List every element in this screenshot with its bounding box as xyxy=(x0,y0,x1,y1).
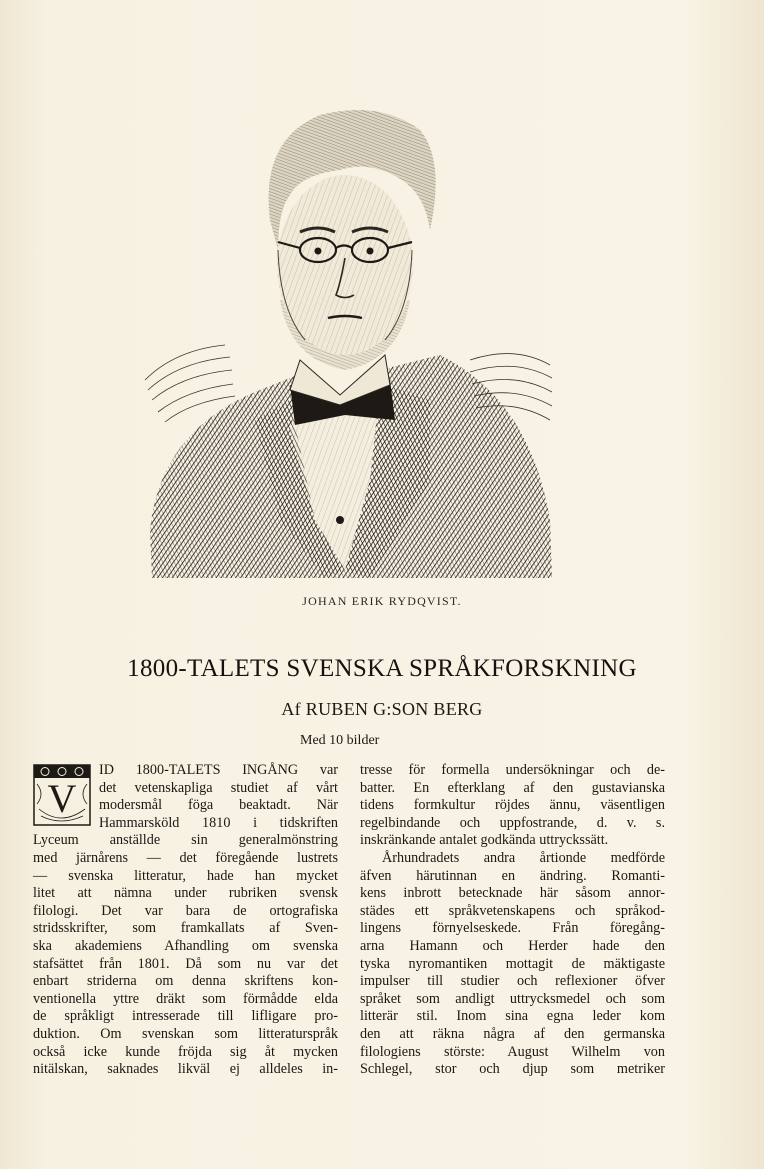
left-column xyxy=(33,762,338,1079)
text-line: inskränkande antalet godkända uttryckssätt. xyxy=(360,832,609,849)
text-line: Hammarsköld 1810 i tidskriften xyxy=(99,814,338,831)
text-line: kens inbrott betecknade här såsom annor- xyxy=(360,885,665,902)
text-line: den att räkna några af den germanska xyxy=(360,1025,665,1042)
portrait-engraving xyxy=(140,100,560,585)
text-line: filologi. Det var bara de ortografiska xyxy=(33,902,338,919)
text-line: lingens förnyelseskede. Från föregång- xyxy=(360,920,665,937)
article-title: 1800-TALETS SVENSKA SPRÅKFORSKNING xyxy=(127,655,637,682)
dropcap-letter: V xyxy=(47,776,77,821)
text-line: äfven härutinnan en ändring. Romanti- xyxy=(360,867,665,884)
text-line: filologiens störste: August Wilhelm von xyxy=(360,1043,665,1060)
text-line: litet att nämna under rubriken svensk xyxy=(33,885,338,902)
text-line: tyska nyromantiken mottagit de mäktigaste xyxy=(360,955,665,972)
author-name: RUBEN G:SON BERG xyxy=(305,699,483,719)
text-line: — svenska litteratur, hade han mycket xyxy=(33,867,338,884)
text-line: modersmål föga beaktadt. När xyxy=(99,797,338,814)
text-line: det vetenskapliga studiet af vårt xyxy=(99,779,338,796)
text-line: duktion. Om svenskan som litteraturspråk xyxy=(33,1025,338,1042)
text-line: ventionella yttre dräkt som förmådde elda xyxy=(33,990,338,1007)
text-line: språket som andligt uttrycksmedel och som xyxy=(360,990,665,1007)
text-line: tidens formkultur röjdes ännu, väsentligen xyxy=(360,797,665,814)
text-line: Schlegel, stor och djup som metriker xyxy=(360,1061,665,1078)
text-line: ID 1800-TALETS INGÅNG var xyxy=(99,762,338,778)
text-line: Århundradets andra årtionde medförde xyxy=(382,849,665,866)
text-line: med järnårens — det föregående lustrets xyxy=(33,849,338,866)
text-line: stafsättet från 1801. Då som nu var det xyxy=(33,955,338,972)
text-line: enbart striderna om denna skriftens kon- xyxy=(33,973,338,990)
text-line: impulser till studier och reflexioner öfver xyxy=(360,973,665,990)
text-line: Lyceum anställde sin generalmönstring xyxy=(33,832,338,849)
author-prefix: Af xyxy=(281,699,301,719)
text-line: tresse för formella undersökningar och de- xyxy=(360,762,665,778)
right-column xyxy=(360,762,665,1079)
text-line: städes ett språkvetenskapens och språkod- xyxy=(360,902,665,919)
text-line: de språkligt intresserade till lifligare pro- xyxy=(33,1008,338,1025)
text-line: stridsskrifter, som framkallats af Sven- xyxy=(33,920,338,937)
text-line: arna Hamann och Herder hade den xyxy=(360,937,665,954)
text-line: ska akademiens Afhandling om svenska xyxy=(33,937,338,954)
text-line: nitälskan, saknades likväl ej alldeles in- xyxy=(33,1061,338,1078)
text-line: också icke kunde fröjda sig åt mycken xyxy=(33,1043,338,1060)
portrait-caption: JOHAN ERIK RYDQVIST. xyxy=(302,594,462,608)
text-line: batter. En efterklang af den gustavianska xyxy=(360,779,665,796)
author-line xyxy=(0,699,764,720)
text-line: regelbindande och uppfostrande, d. v. s. xyxy=(360,814,665,831)
images-note: Med 10 bilder xyxy=(300,733,380,748)
text-line: litterär stil. Inom sina egna leder kom xyxy=(360,1008,665,1025)
